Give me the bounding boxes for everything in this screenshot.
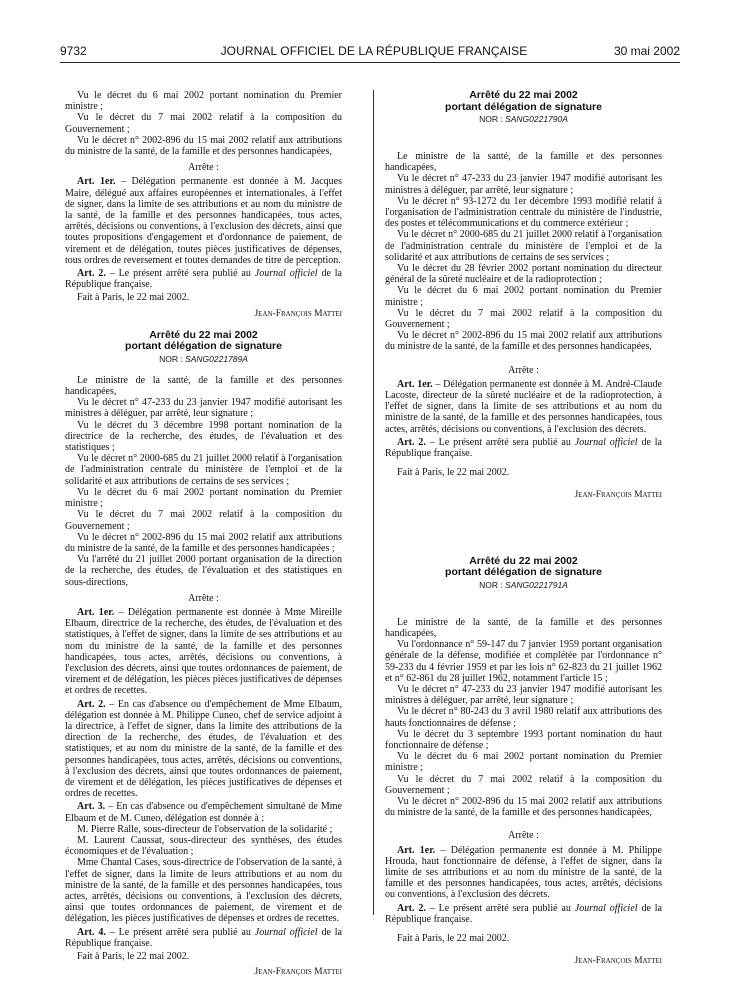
- nor-reference: [65, 353, 342, 365]
- signature: Jean-François Mattei: [254, 308, 342, 319]
- column-divider: [373, 90, 374, 915]
- decree-title: Arrêté du 22 mai 2002: [469, 554, 578, 567]
- article-text: de la République française.: [65, 268, 342, 291]
- visa-paragraph: Vu le décret n° 2002-896 du 15 mai 2002 relatif aux attributions du ministre de la santé, de la famille et des personnes handicapées ;: [65, 531, 342, 554]
- nor-code: SANG0221790A: [505, 114, 568, 124]
- visa-paragraph: Vu le décret du 7 mai 2002 relatif à la composition du Gouvernement ;: [385, 307, 662, 331]
- visa-paragraph: Vu le décret du 3 décembre 1998 portant nomination de la directrice de la recherche, des études, de l'évaluation et des statistiques ;: [65, 419, 342, 454]
- article-text: – Le présent arrêté sera publié au: [425, 902, 575, 914]
- page-header: [0, 0, 748, 58]
- article-text: – Délégation permanente est donnée à M. Jacques Maire, délégué aux affaires européennes et internationales, à l'effet de signer, dans la limite de ses attributions et au nom du ministre de la santé, de la famille et des personnes handicapées, tous actes, arrêtés, décisions ou conventions, à l'exclusion des décrets, ainsi que toutes propositions d'engagement et d'ordonnance de paiement, de virement et de délégation, toutes pièces justificatives de dépenses, tous ordres de reversement et toutes demandes de titre de perception.: [65, 176, 342, 266]
- nor-reference: [385, 579, 662, 591]
- visa-paragraph: Vu l'ordonnance n° 59-147 du 7 janvier 1959 portant organisation générale de la défense, modifiée et complétée par l'ordonnance n° 59-233 du 4 février 1959 et par les lois n° 62-823 du 21 juillet 1962 et n° 62-861 du 28 juillet 1962, notamment l'article 15 ;: [385, 639, 662, 684]
- fait-a-paris: Fait à Paris, le 22 mai 2002.: [397, 467, 510, 479]
- journal-italic: Journal officiel: [254, 268, 318, 280]
- article-text: – Le présent arrêté sera publié au: [425, 436, 575, 448]
- article-lead: Art. 2.: [397, 902, 426, 914]
- visa-paragraph: Vu le décret n° 47-233 du 23 janvier 1947 modifié autorisant les ministres à déléguer, par arrêté, leur signature ;: [385, 683, 662, 707]
- delegate-item: M. Pierre Ralle, sous-directeur de l'observation de la solidarité ;: [77, 823, 333, 835]
- nor-label: NOR :: [479, 114, 506, 124]
- visa-paragraph: Vu le décret du 7 mai 2002 relatif à la composition du Gouvernement ;: [385, 773, 662, 796]
- article-text: – Délégation permanente est donnée à M. André-Claude Lacoste, directeur de la sûreté nucléaire et de la radioprotection, à l'effet de signer, dans la limite de ses attributions et au nom du ministre de la santé, de la famille et des personnes handicapées, tous actes, arrêtés, décisions ou conventions, à l'exclusion des décrets.: [385, 378, 662, 435]
- article-1: [65, 176, 342, 266]
- signature: Jean-François Mattei: [254, 967, 342, 978]
- decree-subtitle: portant délégation de signature: [445, 566, 602, 579]
- decree-sang0221790a: [385, 90, 662, 502]
- decree-subtitle: portant délégation de signature: [445, 100, 602, 113]
- article-text: de la République française.: [65, 926, 342, 949]
- journal-title: JOURNAL OFFICIEL DE LA RÉPUBLIQUE FRANÇAISE: [220, 44, 528, 58]
- visa-paragraph: Vu l'arrêté du 21 juillet 2000 portant organisation de la direction de la recherche, des études, de l'évaluation et des statistiques en sous-directions,: [65, 554, 342, 588]
- visa-paragraph: Le ministre de la santé, de la famille et des personnes handicapées,: [385, 151, 662, 174]
- signature: Jean-François Mattei: [574, 490, 662, 501]
- visa-paragraph: Vu le décret n° 2000-685 du 21 juillet 2000 relatif à l'organisation de l'administration centrale du ministère de l'emploi et de la solidarité et aux attributions de certains de ses services ;: [385, 229, 662, 263]
- article-lead: Art. 2.: [77, 698, 106, 710]
- decree-continued: [65, 90, 342, 320]
- visa-paragraph: Vu le décret du 7 mai 2002 relatif à la composition du Gouvernement ;: [65, 509, 342, 532]
- right-column: [385, 90, 662, 975]
- fait-a-paris: Fait à Paris, le 22 mai 2002.: [77, 951, 190, 963]
- visa-paragraph: Vu le décret du 6 mai 2002 portant nomination du Premier ministre ;: [385, 751, 662, 774]
- article-1: [385, 845, 662, 901]
- article-text: – En cas d'absence ou d'empêchement de Mme Elbaum, délégation est donnée à M. Philippe Cuneo, chef de service adjoint à la directrice, à l'effet de signer, dans la limite des attributions de la direction de la recherche, des études, de l'évaluation et des statistiques, et au nom du ministre de la santé, de la famille et des personnes handicapées, tous actes, arrêtés, décisions ou conventions, à l'exclusion des décrets, ainsi que toutes ordonnances de paiement, de virement et de délégation, les pièces justificatives de dépenses et ordres de recettes.: [65, 698, 342, 800]
- nor-code: SANG0221789A: [185, 353, 248, 364]
- decree-subtitle: portant délégation de signature: [125, 340, 282, 353]
- visa-paragraph: Vu le décret du 7 mai 2002 relatif à la composition du Gouvernement ;: [65, 112, 342, 135]
- visa-paragraph: Vu le décret n° 2002-896 du 15 mai 2002 relatif aux attributions du ministre de la santé, de la famille et des personnes handicapées,: [385, 795, 662, 819]
- delegate-item: M. Laurent Caussat, sous-directeur des synthèses, des études économiques et de l'évaluation ;: [65, 834, 342, 858]
- arrete-label: Arrête :: [508, 364, 539, 376]
- article-1: [65, 607, 342, 697]
- article-2: [385, 437, 662, 459]
- visa-paragraph: Vu le décret du 6 mai 2002 portant nomination du Premier ministre ;: [65, 90, 342, 113]
- visa-paragraph: Le ministre de la santé, de la famille et des personnes handicapées,: [65, 374, 342, 398]
- article-2: [385, 903, 662, 925]
- article-lead: Art. 3.: [77, 801, 106, 813]
- delegate-item: Mme Chantal Cases, sous-directrice de l'observation de la santé, à l'effet de signer, dans la limite de leurs attributions et au nom du ministre de la santé, de la famille et des personnes handicapées, tous actes, arrêtés, décisions ou conventions, à l'exclusion des décrets, ainsi que toutes ordonnances de paiement, de virement et de délégation, les pièces justificatives de dépenses et ordres de recettes.: [65, 857, 342, 925]
- arrete-label: Arrête :: [508, 830, 539, 842]
- nor-code: SANG0221791A: [505, 579, 568, 590]
- nor-reference: [385, 113, 662, 125]
- article-lead: Art. 4.: [77, 926, 106, 938]
- fait-a-paris: Fait à Paris, le 22 mai 2002.: [77, 292, 190, 304]
- visa-paragraph: Vu le décret n° 47-233 du 23 janvier 1947 modifié autorisant les ministres à déléguer, par arrêté, leur signature ;: [65, 397, 342, 420]
- decree-sang0221789a: [65, 330, 342, 979]
- article-lead: Art. 2.: [397, 436, 426, 448]
- arrete-label: Arrête :: [188, 162, 219, 174]
- visa-paragraph: Vu le décret n° 93-1272 du 1er décembre 1993 modifié relatif à l'organisation de l'administration centrale du ministère de l'industrie, des postes et télécommunications et du commerce extérieur ;: [385, 195, 662, 230]
- article-text: de la République française.: [385, 436, 662, 460]
- article-text: – Le présent arrêté sera publié au: [105, 268, 255, 280]
- article-lead: Art. 1er.: [77, 606, 115, 618]
- article-text: – Délégation permanente est donnée à M. Philippe Hrouda, haut fonctionnaire de défense, à l'effet de signer, dans la limite de ses attributions et au nom du ministre de la santé, de la famille et des personnes handicapées, tous actes, arrêtés, décisions ou conventions, à l'exclusion des décrets.: [385, 844, 662, 901]
- article-lead: Art. 2.: [77, 268, 106, 280]
- header-rule: [60, 62, 680, 63]
- article-text: – Le présent arrêté sera publié au: [105, 926, 255, 938]
- visa-paragraph: Vu le décret n° 2002-896 du 15 mai 2002 relatif aux attributions du ministre de la santé, de la famille et des personnes handicapées,: [385, 330, 662, 353]
- left-column: [65, 90, 342, 986]
- article-2: [65, 268, 342, 290]
- fait-a-paris: Fait à Paris, le 22 mai 2002.: [397, 932, 510, 944]
- article-1: [385, 379, 662, 435]
- visa-paragraph: Vu le décret du 6 mai 2002 portant nomination du Premier ministre ;: [65, 486, 342, 510]
- article-3: [65, 801, 342, 823]
- decree-title: Arrêté du 22 mai 2002: [149, 328, 258, 341]
- decree-title: Arrêté du 22 mai 2002: [469, 89, 578, 101]
- visa-paragraph: Vu le décret n° 2002-896 du 15 mai 2002 relatif aux attributions du ministre de la santé, de la famille et des personnes handicapées,: [65, 134, 342, 158]
- page-number: 9732: [60, 44, 87, 58]
- article-2: [65, 699, 342, 800]
- signature: Jean-François Mattei: [574, 956, 662, 967]
- publication-date: 30 mai 2002: [613, 44, 680, 58]
- article-lead: Art. 1er.: [77, 176, 116, 188]
- decree-sang0221791a: [385, 556, 662, 968]
- journal-italic: Journal officiel: [574, 436, 638, 448]
- visa-paragraph: Vu le décret n° 2000-685 du 21 juillet 2000 relatif à l'organisation de l'administration centrale du ministère de l'emploi et de la solidarité et aux attributions de certains de ses services ;: [65, 453, 342, 487]
- article-text: – Délégation permanente est donnée à Mme Mireille Elbaum, directrice de la recherche, des études, de l'évaluation et des statistiques, à l'effet de signer, dans la limite de ses attributions et au nom du ministre de la santé, de la famille et des personnes handicapées, tous actes, arrêtés, décisions ou conventions, à l'exclusion des décrets, ainsi que toutes ordonnances de paiement, de virement et de délégation, les pièces pièces justificatives de dépenses et ordres de recettes.: [65, 606, 342, 697]
- visa-paragraph: Vu le décret du 3 septembre 1993 portant nomination du haut fonctionnaire de défense ;: [385, 728, 662, 751]
- journal-italic: Journal officiel: [574, 902, 638, 914]
- visa-paragraph: Vu le décret n° 47-233 du 23 janvier 1947 modifié autorisant les ministres à déléguer, par arrêté, leur signature ;: [385, 173, 662, 196]
- visa-paragraph: Le ministre de la santé, de la famille et des personnes handicapées,: [385, 616, 662, 639]
- article-text: – En cas d'absence ou d'empêchement simultané de Mme Elbaum et de M. Cuneo, délégation est donnée à :: [65, 801, 342, 824]
- article-text: de la République française.: [385, 902, 662, 925]
- arrete-label: Arrête :: [188, 592, 219, 604]
- visa-paragraph: Vu le décret du 28 février 2002 portant nomination du directeur général de la sûreté nucléaire et de la radioprotection ;: [385, 263, 662, 286]
- article-4: [65, 927, 342, 949]
- visa-paragraph: Vu le décret n° 80-243 du 3 avril 1980 relatif aux attributions des hauts fonctionnaires de défense ;: [385, 706, 662, 729]
- journal-italic: Journal officiel: [254, 926, 318, 938]
- visa-paragraph: Vu le décret du 6 mai 2002 portant nomination du Premier ministre ;: [385, 285, 662, 308]
- article-lead: Art. 1er.: [397, 844, 436, 856]
- nor-label: NOR :: [479, 579, 506, 590]
- article-lead: Art. 1er.: [397, 378, 433, 390]
- nor-label: NOR :: [159, 353, 186, 364]
